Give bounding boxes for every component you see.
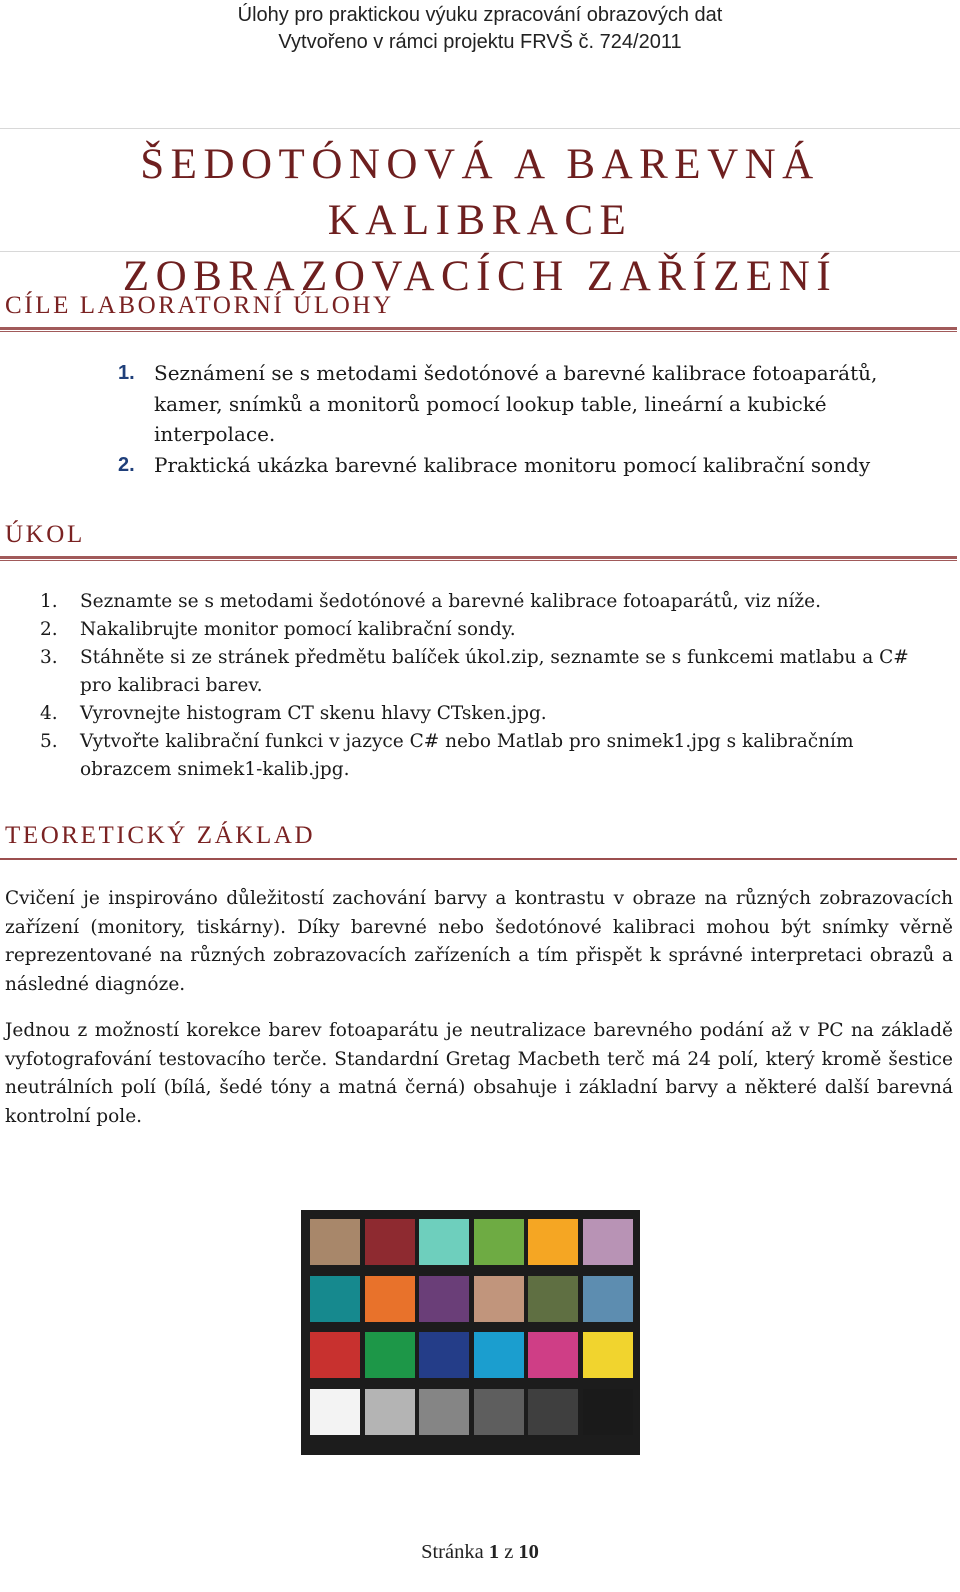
color-patch bbox=[474, 1389, 524, 1435]
page-separator: z bbox=[504, 1541, 514, 1563]
page-total: 10 bbox=[518, 1541, 539, 1563]
list-item-text: Praktická ukázka barevné kalibrace monitoru pomocí kalibrační sondy bbox=[154, 452, 871, 477]
section-heading-goals: CÍLE LABORATORNÍ ÚLOHY bbox=[5, 292, 394, 319]
list-item bbox=[40, 700, 940, 728]
list-number: 1. bbox=[118, 362, 135, 384]
goals-list bbox=[118, 358, 928, 480]
task-list bbox=[40, 588, 940, 784]
list-item bbox=[118, 358, 928, 450]
color-patch bbox=[474, 1219, 524, 1265]
color-patch bbox=[474, 1332, 524, 1378]
list-number: 1. bbox=[40, 591, 58, 612]
color-patch bbox=[419, 1332, 469, 1378]
color-patch bbox=[365, 1219, 415, 1265]
list-item bbox=[40, 728, 940, 784]
list-item-text: Stáhněte si ze stránek předmětu balíček úkol.zip, seznamte se s funkcemi matlabu a C# pro kalibraci barev. bbox=[80, 647, 909, 696]
list-number: 2. bbox=[118, 453, 135, 476]
section-rule-task bbox=[0, 556, 957, 561]
color-patch bbox=[474, 1276, 524, 1322]
header-line-1: Úlohy pro praktickou výuku zpracování obrazových dat bbox=[237, 4, 723, 26]
section-rule-goals bbox=[0, 327, 957, 332]
color-patch bbox=[310, 1276, 360, 1322]
color-patch bbox=[528, 1219, 578, 1265]
color-patch bbox=[583, 1219, 633, 1265]
color-patch bbox=[365, 1276, 415, 1322]
color-patch bbox=[365, 1389, 415, 1435]
document-title-block bbox=[0, 128, 960, 300]
page-header bbox=[0, 2, 960, 56]
color-patch bbox=[310, 1332, 360, 1378]
color-patch bbox=[528, 1276, 578, 1322]
list-item-text: Vytvořte kalibrační funkci v jazyce C# nebo Matlab pro snimek1.jpg s kalibračním obrazcem snimek1-kalib.jpg. bbox=[80, 731, 854, 780]
list-item-text: Seznamte se s metodami šedotónové a barevné kalibrace fotoaparátů, viz níže. bbox=[80, 591, 822, 612]
color-patch bbox=[419, 1219, 469, 1265]
color-patch bbox=[419, 1389, 469, 1435]
color-checker-chart bbox=[301, 1210, 640, 1455]
color-patch bbox=[583, 1332, 633, 1378]
section-rule-theory bbox=[0, 858, 957, 860]
header-line-2: Vytvořeno v rámci projektu FRVŠ č. 724/2011 bbox=[278, 31, 682, 53]
title-line-2: ZOBRAZOVACÍCH ZAŘÍZENÍ bbox=[122, 253, 838, 300]
color-patch bbox=[310, 1389, 360, 1435]
color-patch bbox=[365, 1332, 415, 1378]
page-label: Stránka bbox=[421, 1541, 484, 1563]
color-patch bbox=[310, 1219, 360, 1265]
list-item-text: Nakalibrujte monitor pomocí kalibrační sondy. bbox=[80, 619, 516, 640]
color-patch bbox=[419, 1276, 469, 1322]
color-patch bbox=[528, 1389, 578, 1435]
section-heading-theory: TEORETICKÝ ZÁKLAD bbox=[5, 822, 316, 849]
list-item-text: Seznámení se s metodami šedotónové a barevné kalibrace fotoaparátů, kamer, snímků a monitorů pomocí lookup table, lineární a kubické interpolace. bbox=[154, 361, 878, 446]
color-patch bbox=[583, 1389, 633, 1435]
list-item bbox=[40, 616, 940, 644]
list-number: 4. bbox=[40, 703, 58, 724]
color-patch bbox=[583, 1276, 633, 1322]
theory-paragraph-1: Cvičení je inspirováno důležitostí zachování barvy a kontrastu v obraze na různých zobrazovacích zařízení (monitory, tiskárny). Díky barevné nebo šedotónové kalibraci mohou být snímky věrně reprezentované na různých zobrazovacích zařízeních a tím přispět k správné interpretaci obrazů a následné diagnóze. bbox=[5, 888, 953, 995]
list-item bbox=[40, 644, 940, 700]
list-item bbox=[118, 450, 928, 481]
document-title bbox=[0, 137, 960, 305]
color-patch bbox=[528, 1332, 578, 1378]
title-line-1: ŠEDOTÓNOVÁ A BAREVNÁ KALIBRACE bbox=[140, 141, 820, 244]
page-current: 1 bbox=[488, 1541, 500, 1563]
theory-paragraph-2: Jednou z možností korekce barev fotoaparátu je neutralizace barevného podání až v PC na základě vyfotografování testovacího terče. Standardní Gretag Macbeth terč má 24 polí, který kromě šestice neutrálních polí (bílá, šedé tóny a matná černá) obsahuje i základní barvy a některé další barevná kontrolní pole. bbox=[5, 1020, 953, 1127]
list-number: 2. bbox=[40, 619, 58, 640]
section-heading-task: ÚKOL bbox=[5, 521, 85, 548]
list-number: 5. bbox=[40, 731, 58, 752]
list-item bbox=[40, 588, 940, 616]
list-item-text: Vyrovnejte histogram CT skenu hlavy CTsken.jpg. bbox=[80, 703, 547, 724]
page-footer bbox=[0, 1541, 960, 1564]
list-number: 3. bbox=[40, 647, 58, 668]
